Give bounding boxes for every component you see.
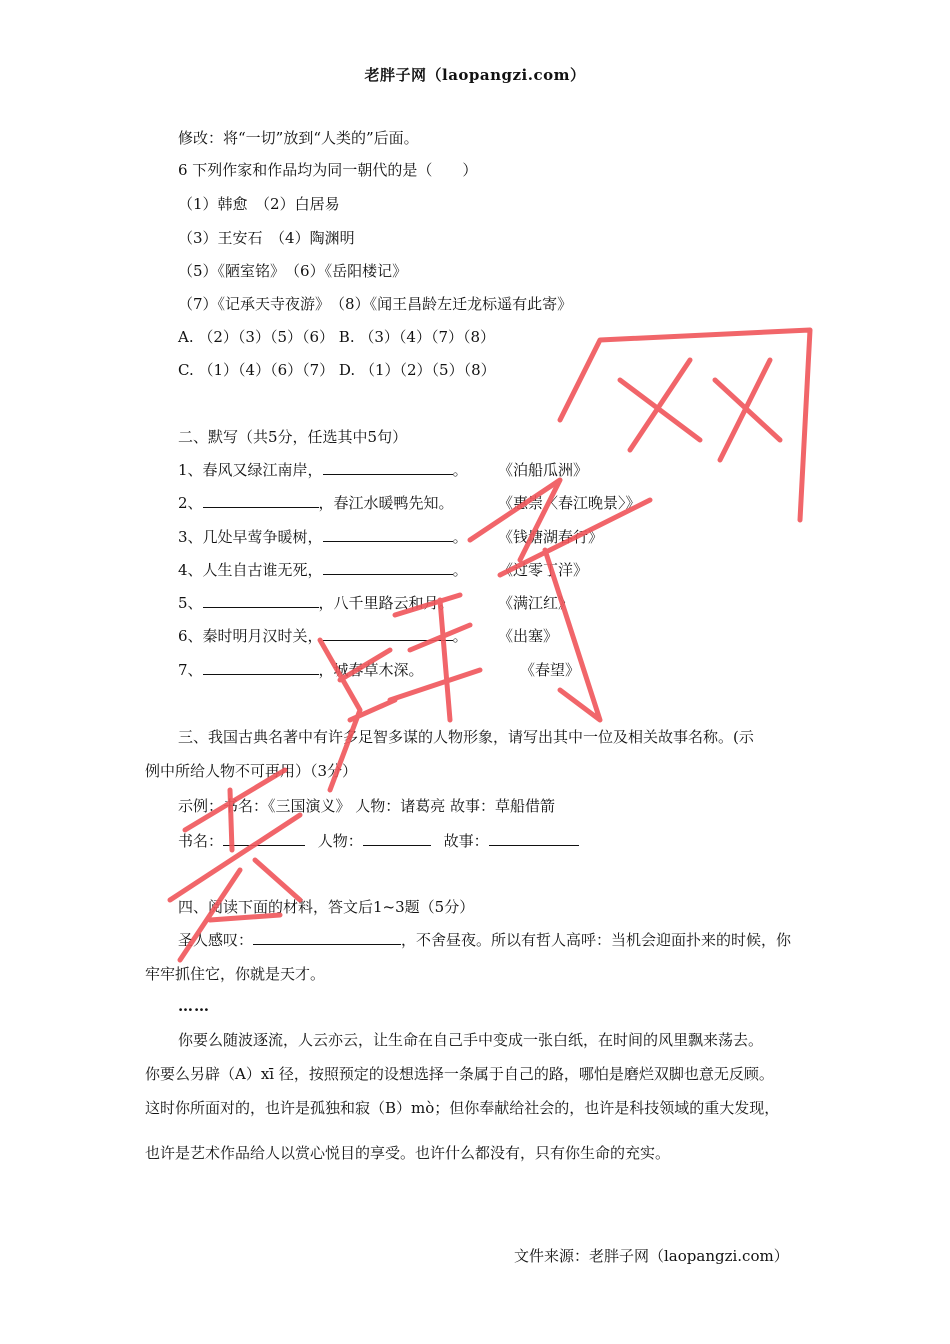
section-3-title-cont: 例中所给人物不可再用）（3分） <box>145 762 358 780</box>
dictation-line <box>178 527 604 547</box>
line-text-after: ，八千里路云和月。 <box>318 594 454 612</box>
poem-source: 《泊船瓜洲》 <box>498 461 589 479</box>
option-c-d: C. （1）（4）（6）（7） D. （1）（2）（5）（8） <box>178 361 496 379</box>
answer-blank[interactable] <box>323 626 453 641</box>
line-text-before: 春风又绿江南岸， <box>202 461 323 479</box>
section-2-title: 二、默写（共5分，任选其中5句） <box>178 428 408 446</box>
option-a-b: A. （2）（3）（5）（6） B. （3）（4）（7）（8） <box>178 328 496 346</box>
reading-paragraph-2: 你要么另辟（A）xī 径，按照预定的设想选择一条属于自己的路，哪怕是磨烂双脚也意无反顾。 <box>145 1065 774 1083</box>
line-text-before: 秦时明月汉时关， <box>202 627 323 645</box>
choice-item: （3）王安石 （4）陶渊明 <box>178 229 355 247</box>
para-start: 圣人感叹： <box>178 931 254 949</box>
story-blank[interactable] <box>489 831 579 846</box>
answer-blank[interactable] <box>203 660 319 675</box>
line-number: 5、 <box>178 594 203 612</box>
line-text-after: 。 <box>452 561 468 579</box>
section-3-example: 示例：书名：《三国演义》 人物：诸葛亮 故事：草船借箭 <box>178 797 556 815</box>
page-header: 老胖子网（laopangzi.com） <box>364 66 586 84</box>
dictation-line <box>178 660 581 680</box>
line-number: 4、 <box>178 561 203 579</box>
ellipsis: …… <box>178 997 210 1015</box>
dictation-line <box>178 493 641 513</box>
answer-blank[interactable] <box>203 493 319 508</box>
para-end: ，不舍昼夜。所以有哲人高呼：当机会迎面扑来的时候，你 <box>401 931 792 949</box>
line-number: 1、 <box>178 461 203 479</box>
reading-paragraph-2: 你要么随波逐流，人云亦云，让生命在自己手中变成一张白纸，在时间的风里飘来荡去。 <box>178 1031 764 1049</box>
answer-blank[interactable] <box>323 560 453 575</box>
poem-source: 《满江红》 <box>498 594 574 612</box>
section-3-title: 三、我国古典名著中有许多足智多谋的人物形象，请写出其中一位及相关故事名称。(示 <box>178 728 754 746</box>
revision-note: 修改：将“一切”放到“人类的”后面。 <box>178 129 419 147</box>
dictation-line <box>178 593 574 613</box>
choice-item: （1）韩愈 （2）白居易 <box>178 195 340 213</box>
answer-blank[interactable] <box>203 593 319 608</box>
reading-paragraph-1-cont: 牢牢抓住它，你就是天才。 <box>145 965 326 983</box>
choice-item: （5）《陋室铭》 （6）《岳阳楼记》 <box>178 262 408 280</box>
choice-item: （7）《记承天寺夜游》 （8）《闻王昌龄左迁龙标遥有此寄》 <box>178 295 573 313</box>
person-blank[interactable] <box>363 831 431 846</box>
line-number: 3、 <box>178 528 203 546</box>
poem-source: 《钱塘湖春行》 <box>498 528 604 546</box>
line-number: 6、 <box>178 627 203 645</box>
answer-blank[interactable] <box>253 930 401 945</box>
page-footer: 文件来源：老胖子网（laopangzi.com） <box>514 1247 789 1265</box>
line-text-after: ，城春草木深。 <box>318 661 424 679</box>
dictation-line <box>178 626 559 646</box>
dictation-line <box>178 460 589 480</box>
line-text-after: ，春江水暖鸭先知。 <box>318 494 454 512</box>
poem-source: 《春望》 <box>520 661 581 679</box>
answer-blank[interactable] <box>323 527 453 542</box>
answer-blank[interactable] <box>323 460 453 475</box>
line-text-after: 。 <box>452 627 468 645</box>
book-blank[interactable] <box>223 831 305 846</box>
section-4-title: 四、阅读下面的材料，答文后1~3题（5分） <box>178 898 475 916</box>
poem-source: 《过零丁洋》 <box>498 561 589 579</box>
line-number: 7、 <box>178 661 203 679</box>
reading-paragraph-2: 也许是艺术作品给人以赏心悦目的享受。也许什么都没有，只有你生命的充实。 <box>145 1144 671 1162</box>
line-text-before: 人生自古谁无死， <box>202 561 323 579</box>
line-text-after: 。 <box>452 528 468 546</box>
book-label: 书名： <box>178 832 224 850</box>
answer-row <box>178 831 579 851</box>
line-text-before: 几处早莺争暖树， <box>202 528 323 546</box>
dictation-line <box>178 560 589 580</box>
poem-source: 《惠崇〈春江晚景〉》 <box>498 494 641 512</box>
person-label: 人物： <box>317 832 363 850</box>
line-text-after: 。 <box>452 461 468 479</box>
reading-paragraph-2: 这时你所面对的，也许是孤独和寂（B）mò；但你奉献给社会的，也许是科技领域的重大发现， <box>145 1099 780 1117</box>
story-label: 故事： <box>443 832 489 850</box>
reading-paragraph-1 <box>178 930 791 950</box>
poem-source: 《出塞》 <box>498 627 559 645</box>
question-6: 6 下列作家和作品均为同一朝代的是（ ） <box>178 161 478 179</box>
line-number: 2、 <box>178 494 203 512</box>
